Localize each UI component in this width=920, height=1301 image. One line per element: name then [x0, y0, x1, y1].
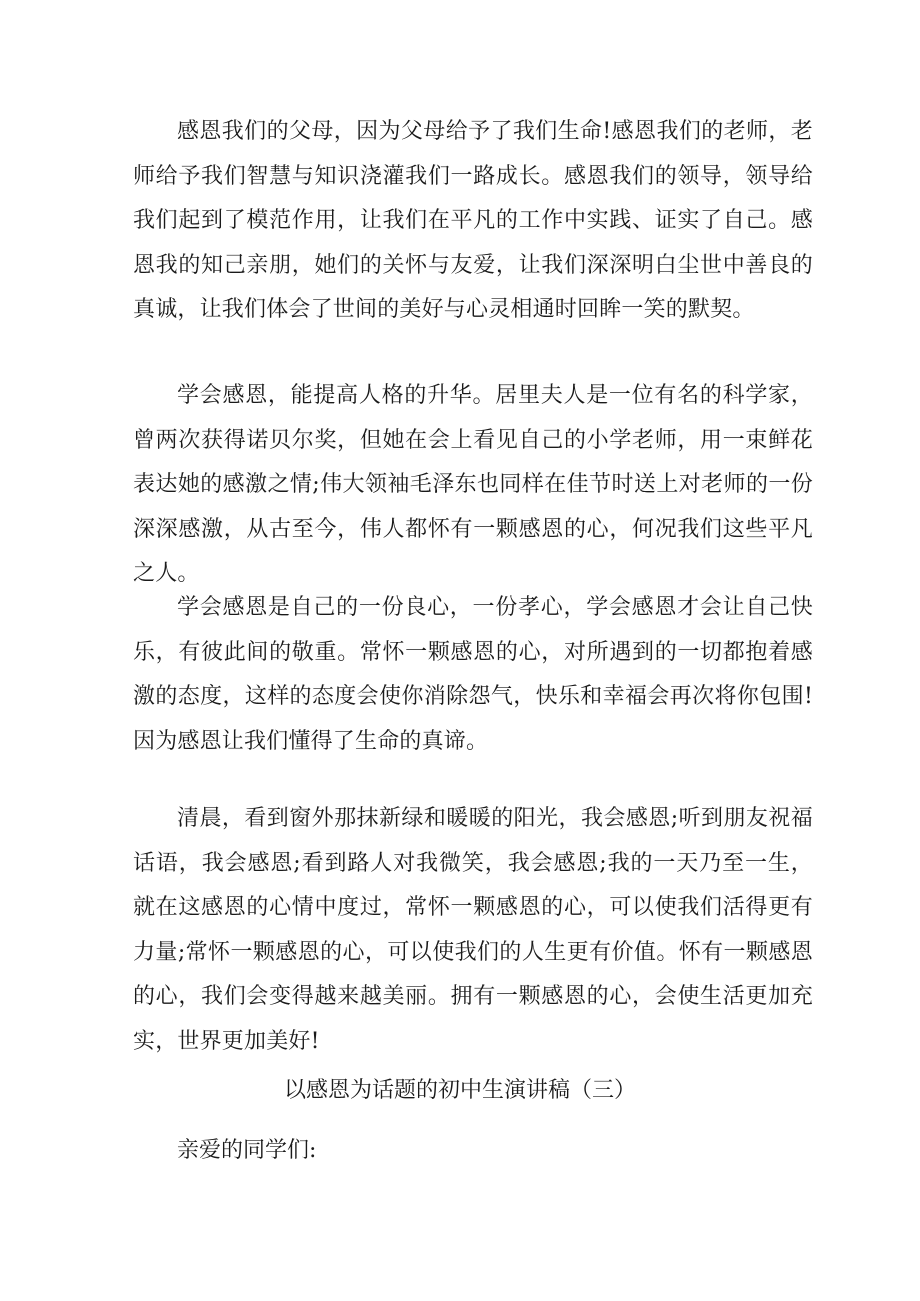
paragraph-gratitude-personality: 学会感恩，能提高人格的升华。居里夫人是一位有名的科学家，曾两次获得诺贝尔奖，但她在会上看见自己的小学老师，用一束鲜花表达她的感激之情;伟大领袖毛泽东也同样在佳节时送上对老师的一份深深感激，从古至今，伟人都怀有一颗感恩的心，何况我们这些平凡之人。 — [133, 383, 813, 587]
section-title: 以感恩为话题的初中生演讲稿（三） — [283, 1078, 636, 1103]
paragraph-gratitude-conscience: 学会感恩是自己的一份良心，一份孝心，学会感恩才会让自己快乐，有彼此间的敬重。常怀一颗感恩的心，对所遇到的一切都抱着感激的态度，这样的态度会使你消除怨气，快乐和幸福会再次将你包围!因为感恩让我们懂得了生命的真谛。 — [133, 595, 813, 754]
salutation: 亲爱的同学们: — [177, 1138, 317, 1163]
paragraph-gratitude-to-people: 感恩我们的父母，因为父母给予了我们生命!感恩我们的老师，老师给予我们智慧与知识浇灌我们一路成长。感恩我们的领导，领导给我们起到了模范作用，让我们在平凡的工作中实践、证实了自己。感恩我的知己亲朋，她们的关怀与友爱，让我们深深明白尘世中善良的真诚，让我们体会了世间的美好与心灵相通时回眸一笑的默契。 — [133, 119, 813, 323]
paragraph-gratitude-daily-life: 清晨，看到窗外那抹新绿和暖暖的阳光，我会感恩;听到朋友祝福话语，我会感恩;看到路人对我微笑，我会感恩;我的一天乃至一生，就在这感恩的心情中度过，常怀一颗感恩的心，可以使我们活得更有力量;常怀一颗感恩的心，可以使我们的人生更有价值。怀有一颗感恩的心，我们会变得越来越美丽。拥有一颗感恩的心，会使生活更加充实，世界更加美好! — [133, 806, 813, 1054]
